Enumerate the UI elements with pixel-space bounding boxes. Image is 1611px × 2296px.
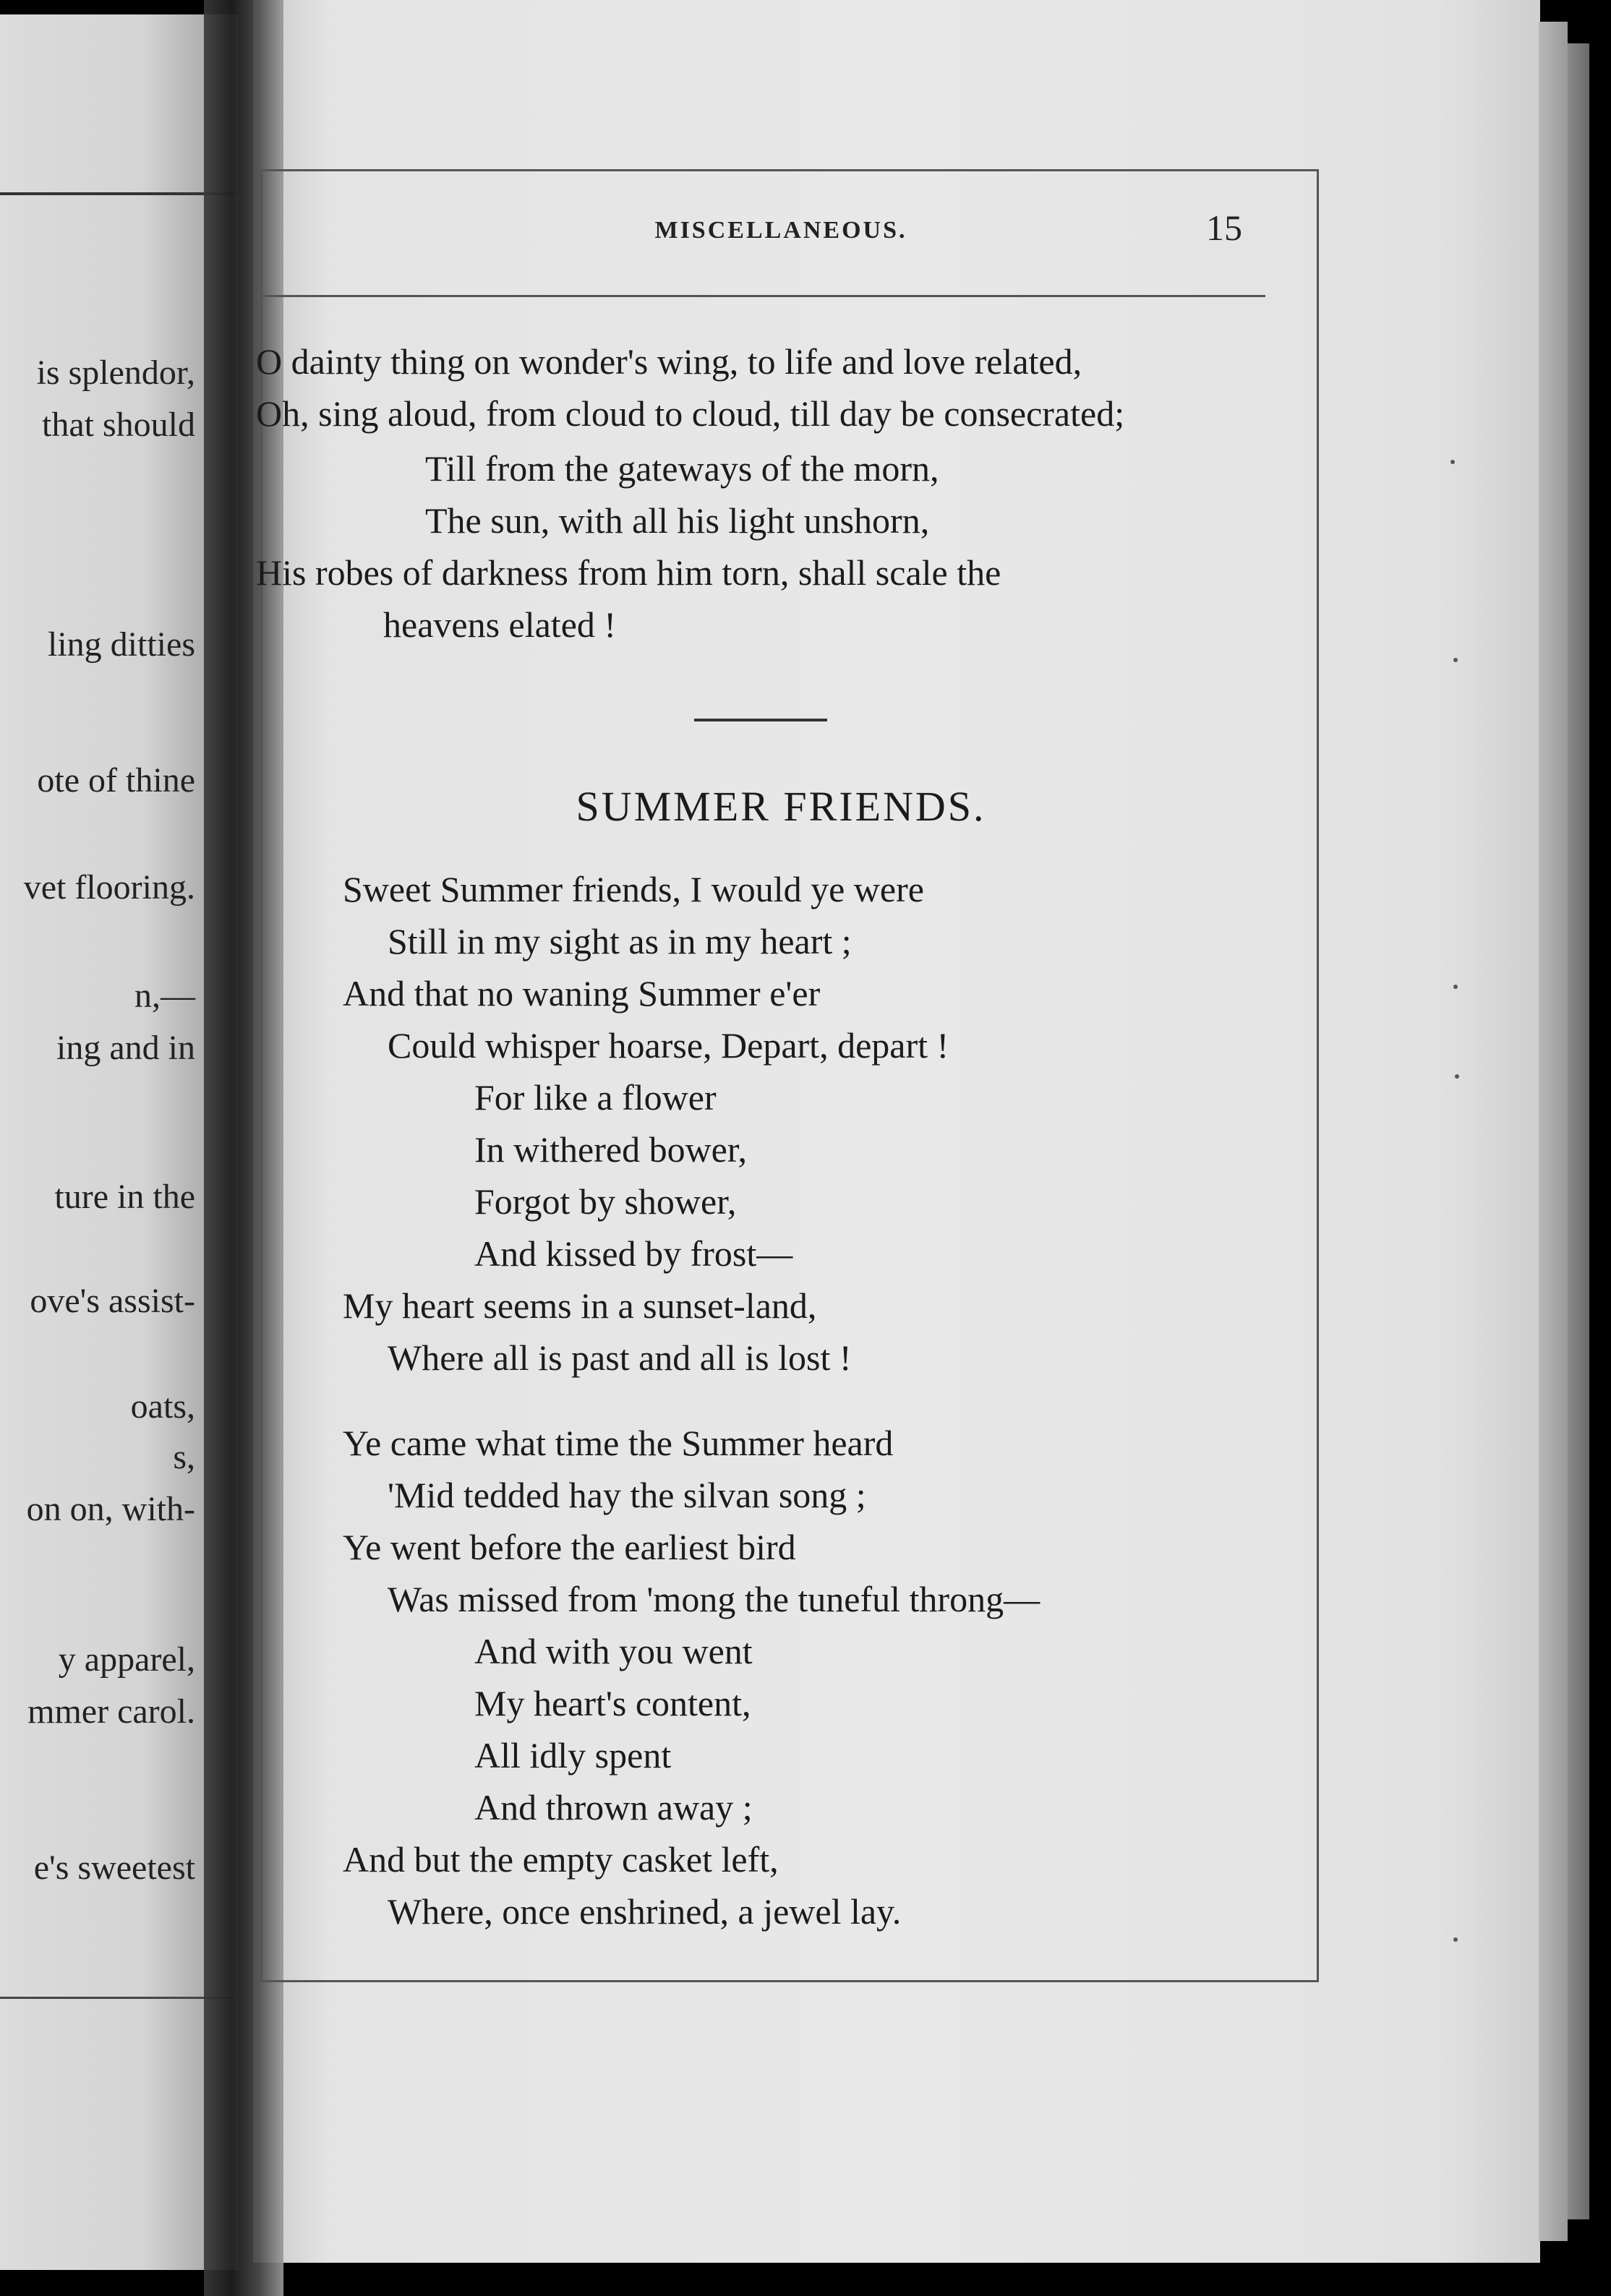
- previous-page-line: vet flooring.: [23, 868, 195, 907]
- previous-page-line: ote of thine: [37, 761, 195, 800]
- poem-line: And thrown away ;: [474, 1787, 753, 1828]
- running-head: MISCELLANEOUS.: [654, 217, 907, 244]
- previous-page-line: ing and in: [56, 1029, 195, 1067]
- poem-line: My heart's content,: [474, 1683, 751, 1723]
- poem-line: His robes of darkness from him torn, shall scale the: [256, 552, 1001, 593]
- poem-line: My heart seems in a sunset-land,: [343, 1285, 817, 1326]
- previous-page-line: n,—: [134, 977, 195, 1015]
- poem-title: SUMMER FRIENDS.: [576, 783, 986, 830]
- poem-line: heavens elated !: [383, 604, 617, 645]
- previous-page-line: oats,: [130, 1387, 195, 1426]
- poem-line: 'Mid tedded hay the silvan song ;: [388, 1475, 866, 1515]
- poem-line: Was missed from 'mong the tuneful throng—: [388, 1579, 1040, 1619]
- margin-speck: [1453, 658, 1458, 662]
- page-number: 15: [1206, 207, 1242, 248]
- previous-page-line: ling ditties: [48, 625, 195, 664]
- poem-line: Sweet Summer friends, I would ye were: [343, 869, 924, 909]
- previous-page: [0, 14, 239, 2270]
- header-rule: [260, 295, 1265, 297]
- poem-line: And kissed by frost—: [474, 1233, 793, 1274]
- previous-page-line: ove's assist-: [30, 1282, 195, 1320]
- poem-line: And but the empty casket left,: [343, 1839, 779, 1880]
- poem-line: Where all is past and all is lost !: [388, 1337, 852, 1378]
- previous-page-line: mmer carol.: [27, 1692, 195, 1731]
- previous-page-line: y apparel,: [58, 1640, 195, 1679]
- poem-line: Still in my sight as in my heart ;: [388, 921, 852, 961]
- poem-line: Oh, sing aloud, from cloud to cloud, till day be consecrated;: [256, 393, 1125, 434]
- poem-line: Ye came what time the Summer heard: [343, 1423, 894, 1463]
- poem-line: O dainty thing on wonder's wing, to life and love related,: [256, 341, 1082, 382]
- previous-page-line: on on, with-: [26, 1490, 195, 1528]
- previous-page-footer-rule: [0, 1997, 239, 1999]
- poem-line: And with you went: [474, 1631, 753, 1671]
- poem-line: Could whisper hoarse, Depart, depart !: [388, 1025, 949, 1066]
- previous-page-line: is splendor,: [36, 354, 195, 392]
- poem-line: Ye went before the earliest bird: [343, 1527, 796, 1567]
- margin-speck: [1450, 460, 1455, 464]
- poem-line: For like a flower: [474, 1077, 717, 1118]
- poem-line: All idly spent: [474, 1735, 672, 1775]
- margin-speck: [1453, 985, 1458, 989]
- previous-page-line: s,: [173, 1438, 195, 1476]
- margin-speck: [1455, 1074, 1459, 1079]
- margin-speck: [1453, 1937, 1458, 1942]
- previous-page-line: that should: [42, 406, 195, 444]
- page-edge: [1568, 43, 1589, 2219]
- poem-line: In withered bower,: [474, 1129, 748, 1170]
- section-divider: [694, 719, 827, 721]
- previous-page-line: ture in the: [54, 1178, 195, 1216]
- poem-line: Till from the gateways of the morn,: [425, 448, 939, 489]
- page-frame: [260, 169, 1319, 1982]
- poem-line: The sun, with all his light unshorn,: [425, 500, 930, 541]
- page-edge: [1539, 22, 1568, 2241]
- poem-line: Forgot by shower,: [474, 1181, 737, 1222]
- poem-line: Where, once enshrined, a jewel lay.: [388, 1891, 902, 1932]
- previous-page-line: e's sweetest: [33, 1849, 195, 1887]
- previous-page-header-rule: [0, 192, 239, 195]
- poem-line: And that no waning Summer e'er: [343, 973, 821, 1014]
